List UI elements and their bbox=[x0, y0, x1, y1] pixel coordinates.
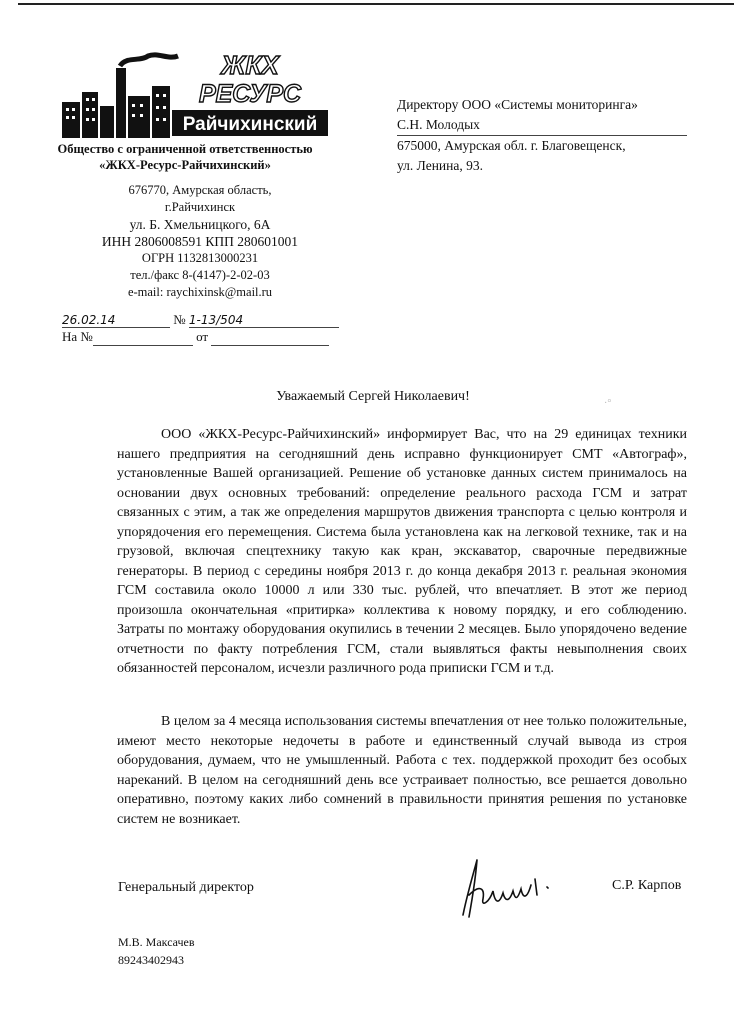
recipient-address: ул. Ленина, 93. bbox=[397, 158, 483, 173]
signatory-name: С.Р. Карпов bbox=[612, 878, 682, 893]
from-label: от bbox=[196, 329, 209, 344]
company-logo bbox=[60, 50, 330, 142]
executor-block bbox=[118, 933, 195, 969]
ref-label: На № bbox=[62, 329, 93, 344]
recipient-line: Директору ООО «Системы мониторинга» bbox=[397, 97, 638, 112]
recipient-address: 675000, Амурская обл. г. Благовещенск, bbox=[397, 138, 626, 153]
paragraph-text: В целом за 4 месяца использования системы впечатления от нее только положительные, имеют место некоторые недочеты в работе и единственный случай вывода из строя оборудования, думаем, что не умышленный. Работа с тех. поддержкой проходит без особых нареканий. В целом на сегодняшний день все устраивает полностью, все решается довольно оперативно, поэтому каких либо сомнений в правильности принятия решения по установке систем не возникает. bbox=[117, 714, 687, 827]
body-paragraph-1 bbox=[117, 425, 687, 679]
email: e-mail: raychixinsk@mail.ru bbox=[127, 285, 273, 299]
body-paragraph-2 bbox=[117, 712, 687, 829]
organization-name bbox=[40, 141, 330, 173]
ogrn: ОГРН 1132813000231 bbox=[141, 251, 259, 265]
paragraph-text: ООО «ЖКХ-Ресурс-Райчихинский» информирует Вас, что на 29 единицах техники нашего предприятия на сегодняшний день исправно функционирует СМТ «Автограф», установленные Вашей организацией. Решение об установке данных систем принималось на основании двух основных требований: определение реального расхода ГСМ и затрат связанных с этим, а так же определения маршрутов движения транспорта с целью контроля и упорядочения его перемещения. Система была установлена как на легковой технике, так и на грузовой, включая спецтехнику такую как кран, экскаватор, сварочные передвижные генераторы. В период с середины ноября 2013 г. до конца декабря 2013 г. реальная экономия ГСМ составила около 10000 л или 330 тыс. рублей, что впечатляет. В этот же период произошла окончательная «притирка» коллектива к новому порядку, и его соблюдению. Затраты по монтажу оборудования окупились в течении 2 месяцев. Было упорядочено ведение отчетности по факту потребления ГСМ, стали выявляться факты невыполнения своих обязанностей персоналом, исчезли различного рода приписки ГСМ и т.д. bbox=[117, 427, 687, 676]
phone-fax: тел./факс 8-(4147)-2-02-03 bbox=[130, 268, 270, 282]
address-line: г.Райчихинск bbox=[164, 200, 236, 214]
ref-date-blank bbox=[211, 329, 329, 346]
ref-number-blank bbox=[93, 329, 193, 346]
greeting: Уважаемый Сергей Николаевич! bbox=[276, 389, 470, 404]
executor-name: М.В. Максачев bbox=[118, 935, 195, 949]
logo-text-raychikhinsky: Райчихинский bbox=[182, 114, 318, 135]
org-line-2: «ЖКХ-Ресурс-Райчихинский» bbox=[99, 158, 271, 172]
scan-top-edge bbox=[18, 3, 734, 5]
sender-address bbox=[70, 182, 330, 301]
recipient-block bbox=[397, 95, 697, 176]
address-line: 676770, Амурская область, bbox=[128, 183, 272, 197]
handwritten-signature bbox=[455, 855, 570, 925]
logo-text-jkh: ЖКХ bbox=[221, 50, 279, 80]
logo-text-resurs: РЕСУРС bbox=[198, 80, 302, 108]
inn-kpp: ИНН 2806008591 КПП 280601001 bbox=[101, 234, 299, 249]
reg-number: 1-13/504 bbox=[189, 313, 339, 328]
executor-phone: 89243402943 bbox=[118, 953, 184, 967]
recipient-name: С.Н. Молодых bbox=[397, 115, 687, 136]
incoming-ref-line bbox=[62, 329, 329, 346]
number-label: № bbox=[173, 312, 186, 327]
logo-graphic bbox=[60, 50, 330, 142]
org-line-1: Общество с ограниченной ответственностью bbox=[57, 142, 313, 156]
outgoing-reg-line bbox=[62, 312, 339, 328]
reg-date: 26.02.14 bbox=[62, 313, 170, 328]
signatory-title: Генеральный директор bbox=[118, 880, 254, 895]
scan-mark: ·° bbox=[604, 398, 612, 409]
address-line: ул. Б. Хмельницкого, 6А bbox=[129, 217, 271, 232]
